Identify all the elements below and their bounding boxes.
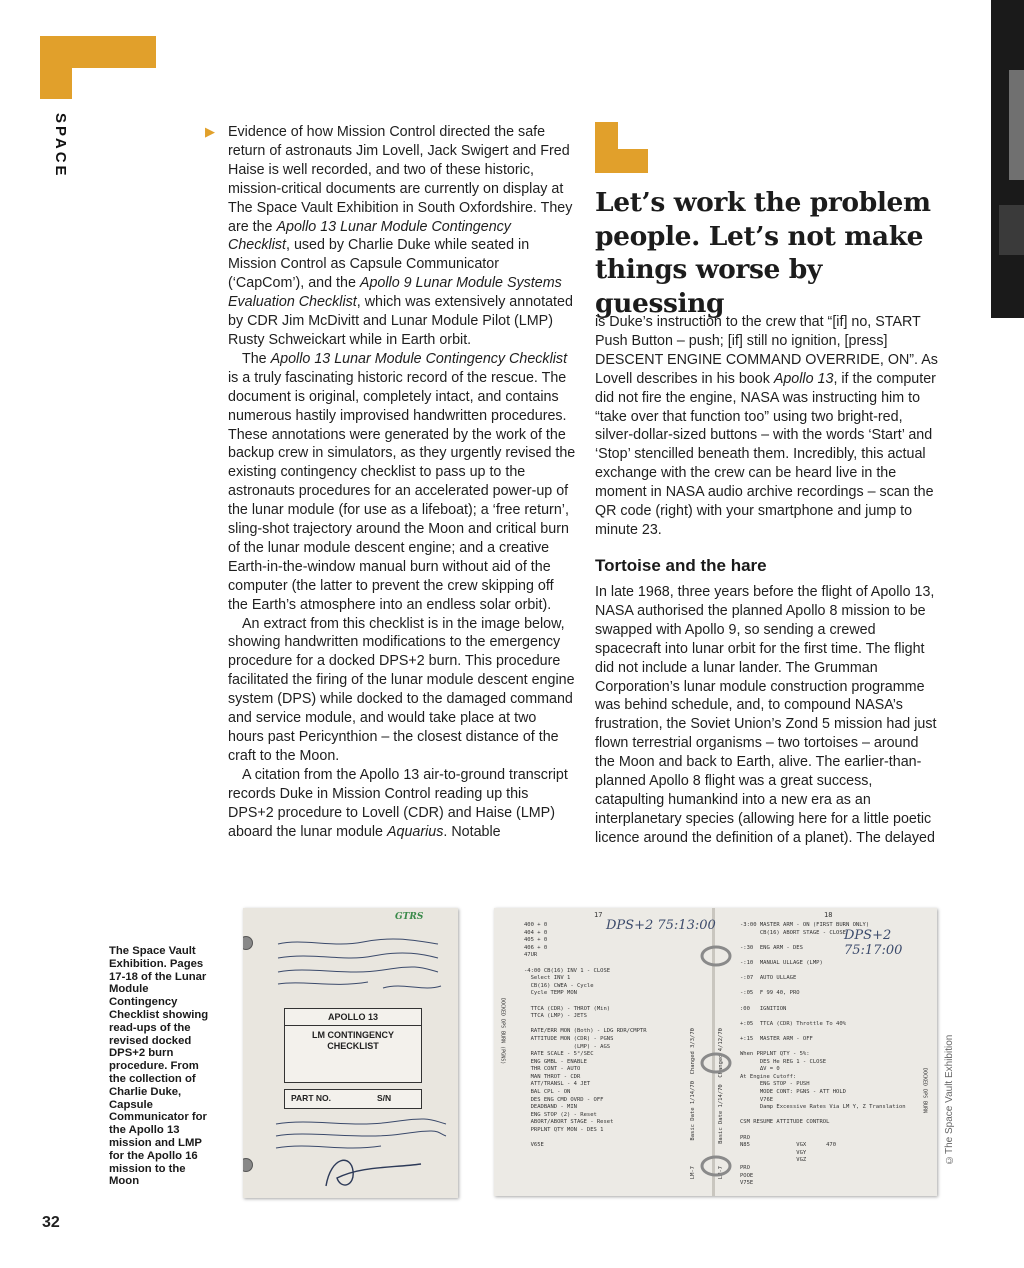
quote-bracket-graphic [595, 122, 648, 173]
cover-stamp: GTRS [395, 912, 424, 922]
paragraph-text: An extract from this checklist is in the image below, showing handwritten modifications to the emergency procedure for a docked DPS+2 burn. This procedure facilitated the firing of the lunar module descent engine system (DPS) while docked to the damaged command and service module, and would take place at two hours past Pericynthion – the closest distance of the craft to the Moon. [228, 615, 575, 764]
cover-signature [271, 1116, 451, 1196]
binder-ring [702, 947, 730, 965]
section-subhead: Tortoise and the hare [595, 556, 767, 575]
bullet-triangle-icon: ▶ [205, 124, 215, 139]
quote-bracket-shape [595, 122, 648, 173]
right-page-number: 18 [824, 911, 833, 919]
right-page-footer: LM-7 [718, 1166, 724, 1180]
paragraph-text: Evidence of how Mission Control directed the safe return of astronauts Jim Lovell, Jack Swigert and Fred Haise is well recorded, and two of these historic, mission-critical documents are currently on display at The Space Vault Exhibition in South Oxfordshire. They are the [228, 124, 573, 235]
paragraph-text: In late 1968, three years before the flight of Apollo 13, NASA authorised the planned Apollo 8 mission to be swapped with Apollo 9, so sending a crewed spacecraft into lunar orbit for the first time. The flight did not include a lunar lander. The Grumman Corporation’s lunar module construction programme was behind schedule, and, to compound NASA’s frustration, the Soviet Union’s Zond 5 mission had just flown terrestrial organisms – two tortoises – around the Moon and back to Earth, alive. The earlier-than-planned Apollo 8 flight was a great success, catapulting humankind into a new era as an interplanetary species (allowing here for a little poetic licence around the definition of a planet). The delayed [595, 584, 937, 846]
italic-title-text: Apollo 13 Lunar Module Contingency Checklist [228, 218, 511, 254]
paragraph-text: is a truly fascinating historic record of the rescue. The document is original, completely intact, and contains numerous hastily improvised handwritten procedures. These annotations were generated by the work of the backup crew in simulators, as they urgently revised the existing contingency checklist to pass up to the astronauts procedures for an accelerated power-up of the lunar module (for use as a lifeboat); a ‘free return’, sling-shot trajectory around the Moon and critical burn of the lunar module descent engine; and a creative Earth-in-the-window manual burn without aid of the computer (the latter to prevent the crew skipping off the Earth’s atmosphere into an endless solar orbit). [228, 369, 576, 613]
paragraph-text: The [242, 350, 271, 367]
photo-shadow [999, 205, 1024, 255]
binder-ring [702, 1054, 730, 1072]
cover-part-row [284, 1089, 422, 1109]
corner-bracket-shape [40, 36, 156, 99]
cover-sn: S/N [377, 1093, 392, 1103]
body-column-2 [595, 313, 940, 540]
paragraph-text: , used by Charlie Duke while seated in Mission Control as Capsule Communicator (‘CapCom’), and the [228, 237, 530, 292]
italic-title-text: Aquarius [386, 823, 444, 840]
binder-ring [702, 1157, 730, 1175]
body-paragraph [228, 350, 576, 615]
photo-credit: ©The Space Vault Exhibition [944, 1034, 955, 1165]
cover-label-box [284, 1008, 422, 1083]
edge-photo-strip [991, 0, 1024, 318]
checklist-pages-photo [494, 908, 937, 1196]
right-page-dates: Basic Date 1/14/70 Changed 4/12/70 [718, 1028, 724, 1144]
body-column-1 [228, 123, 576, 841]
corner-bracket-graphic [40, 36, 156, 99]
cover-part-no: PART NO. [291, 1093, 331, 1103]
image-caption: The Space Vault Exhibition. Pages 17-18 of the Lunar Module Contingency Checklist showing read-ups of the revised docked DPS+2 burn procedure. From the collection of Charlie Duke, Capsule Communicator for the Apollo 13 mission and LMP for the Apollo 16 mission to the Moon [109, 945, 209, 1188]
left-page-text: 400 + 0 404 + 0 405 + 0 406 + 0 47UR -4:00 CB(16) INV 1 - CLOSE Select INV 1 CB(16) CWEA - Cycle Cycle TEMP MON TTCA (CDR) - THROT (Min) TTCA (LMP) - JETS RATE/ERR MON (Both) - LDG RDR/CMPTR ATTITUDE MON (CDR) - PGNS (LMP) - AGS RATE SCALE - 5°/SEC ENG GMBL - ENABLE THR CONT - AUTO MAN THROT - CDR ATT/TRANSL - 4 JET BAL CPL - ON DES ENG CMD OVRD - OFF DEADBAND - MIN ENG STOP (2) - Reset ABORT/ABORT STAGE - Reset PRPLNT QTY MON - DES 1 V65E [524, 922, 647, 1149]
left-page-footer: LM-7 [690, 1166, 696, 1180]
left-page-number: 17 [594, 911, 603, 919]
body-paragraph [228, 615, 576, 766]
paragraph-text: , if the computer did not fire the engine, NASA was instructing him to “take over that function too” using two bright-red, silver-dollar-sized buttons – with the words ‘Start’ and ‘Stop’ stencilled beneath them. Incredibly, this actual exchange with the crew can be heard live in the moment in NASA audio archive recordings – scan the QR code (right) with your smartphone and jump to minute 23. [595, 370, 936, 538]
italic-title-text: Apollo 9 Lunar Module Systems Evaluation Checklist [228, 275, 562, 311]
body-paragraph [595, 583, 940, 848]
binder-hole [243, 936, 253, 950]
binder-rings [698, 938, 734, 1188]
binder-hole [243, 1158, 253, 1172]
left-page-tab: DOCKED DPS BURN (PGNS) [499, 998, 506, 1065]
checklist-cover-photo [243, 908, 458, 1198]
photo-highlight [1009, 70, 1024, 180]
paragraph-text: . Notable [443, 823, 501, 840]
left-handwritten-note: DPS+2 75:13:00 [606, 918, 716, 933]
paragraph-text: is Duke’s instruction to the crew that “[if] no, START Push Button – push; [if] still no ignition, [press] DESCENT ENGINE COMMAND OVERRIDE, ON”. As Lovell describes in his book [595, 314, 938, 387]
right-page-text: -3:00 MASTER ARM - ON (FIRST BURN ONLY) CB(16) ABORT STAGE - CLOSE -:30 ENG ARM - DES -:10 MANUAL ULLAGE (LMP) -:07 AUTO ULLAGE -:05 F 99 40, PRO :00 IGNITION +:05 TTCA (CDR) Throttle To 40% +:15 MASTER ARM - OFF When PRPLNT QTY - 5%: DES He REG 1 - CLOSE ΔV = 0 At Engine Cutoff: ENG STOP - PUSH MODE CONT: PGNS - ATT HOLD V76E Damp Excessive Rates Via LM Y, Z Translation CSM RESUME ATTITUDE CONTROL PRO N85 VGX 470 VGY VGZ PRO POOE V75E [740, 922, 906, 1187]
body-paragraph [595, 313, 940, 540]
section-label: SPACE [52, 113, 69, 179]
cover-title: APOLLO 13 [285, 1009, 421, 1026]
right-page-tab: DOCKED DPS BURN [921, 1068, 928, 1114]
paragraph-text: A citation from the Apollo 13 air-to-ground transcript records Duke in Mission Control reading up this DPS+2 procedure to Lovell (CDR) and Haise (LMP) aboard the lunar module [228, 766, 568, 840]
italic-title-text: Apollo 13 Lunar Module Contingency Checklist [270, 350, 568, 367]
cover-subtitle: LM CONTINGENCY CHECKLIST [312, 1030, 394, 1051]
body-paragraph [228, 123, 576, 350]
right-handwritten-note: DPS+2 75:17:00 [844, 928, 903, 958]
body-paragraph [228, 766, 576, 842]
italic-title-text: Apollo 13 [773, 370, 834, 387]
pull-quote: Let’s work the problem people. Let’s not make things worse by guessing [595, 187, 931, 319]
cover-handwriting-top [273, 934, 443, 1002]
paragraph-text: , which was extensively annotated by CDR Jim McDivitt and Lunar Module Pilot (LMP) Rusty Schweickart while in Earth orbit. [228, 294, 573, 348]
left-page-dates: Basic Date 1/14/70 Changed 3/3/70 [690, 1028, 696, 1141]
body-column-3 [595, 583, 940, 848]
page-number: 32 [42, 1214, 60, 1231]
